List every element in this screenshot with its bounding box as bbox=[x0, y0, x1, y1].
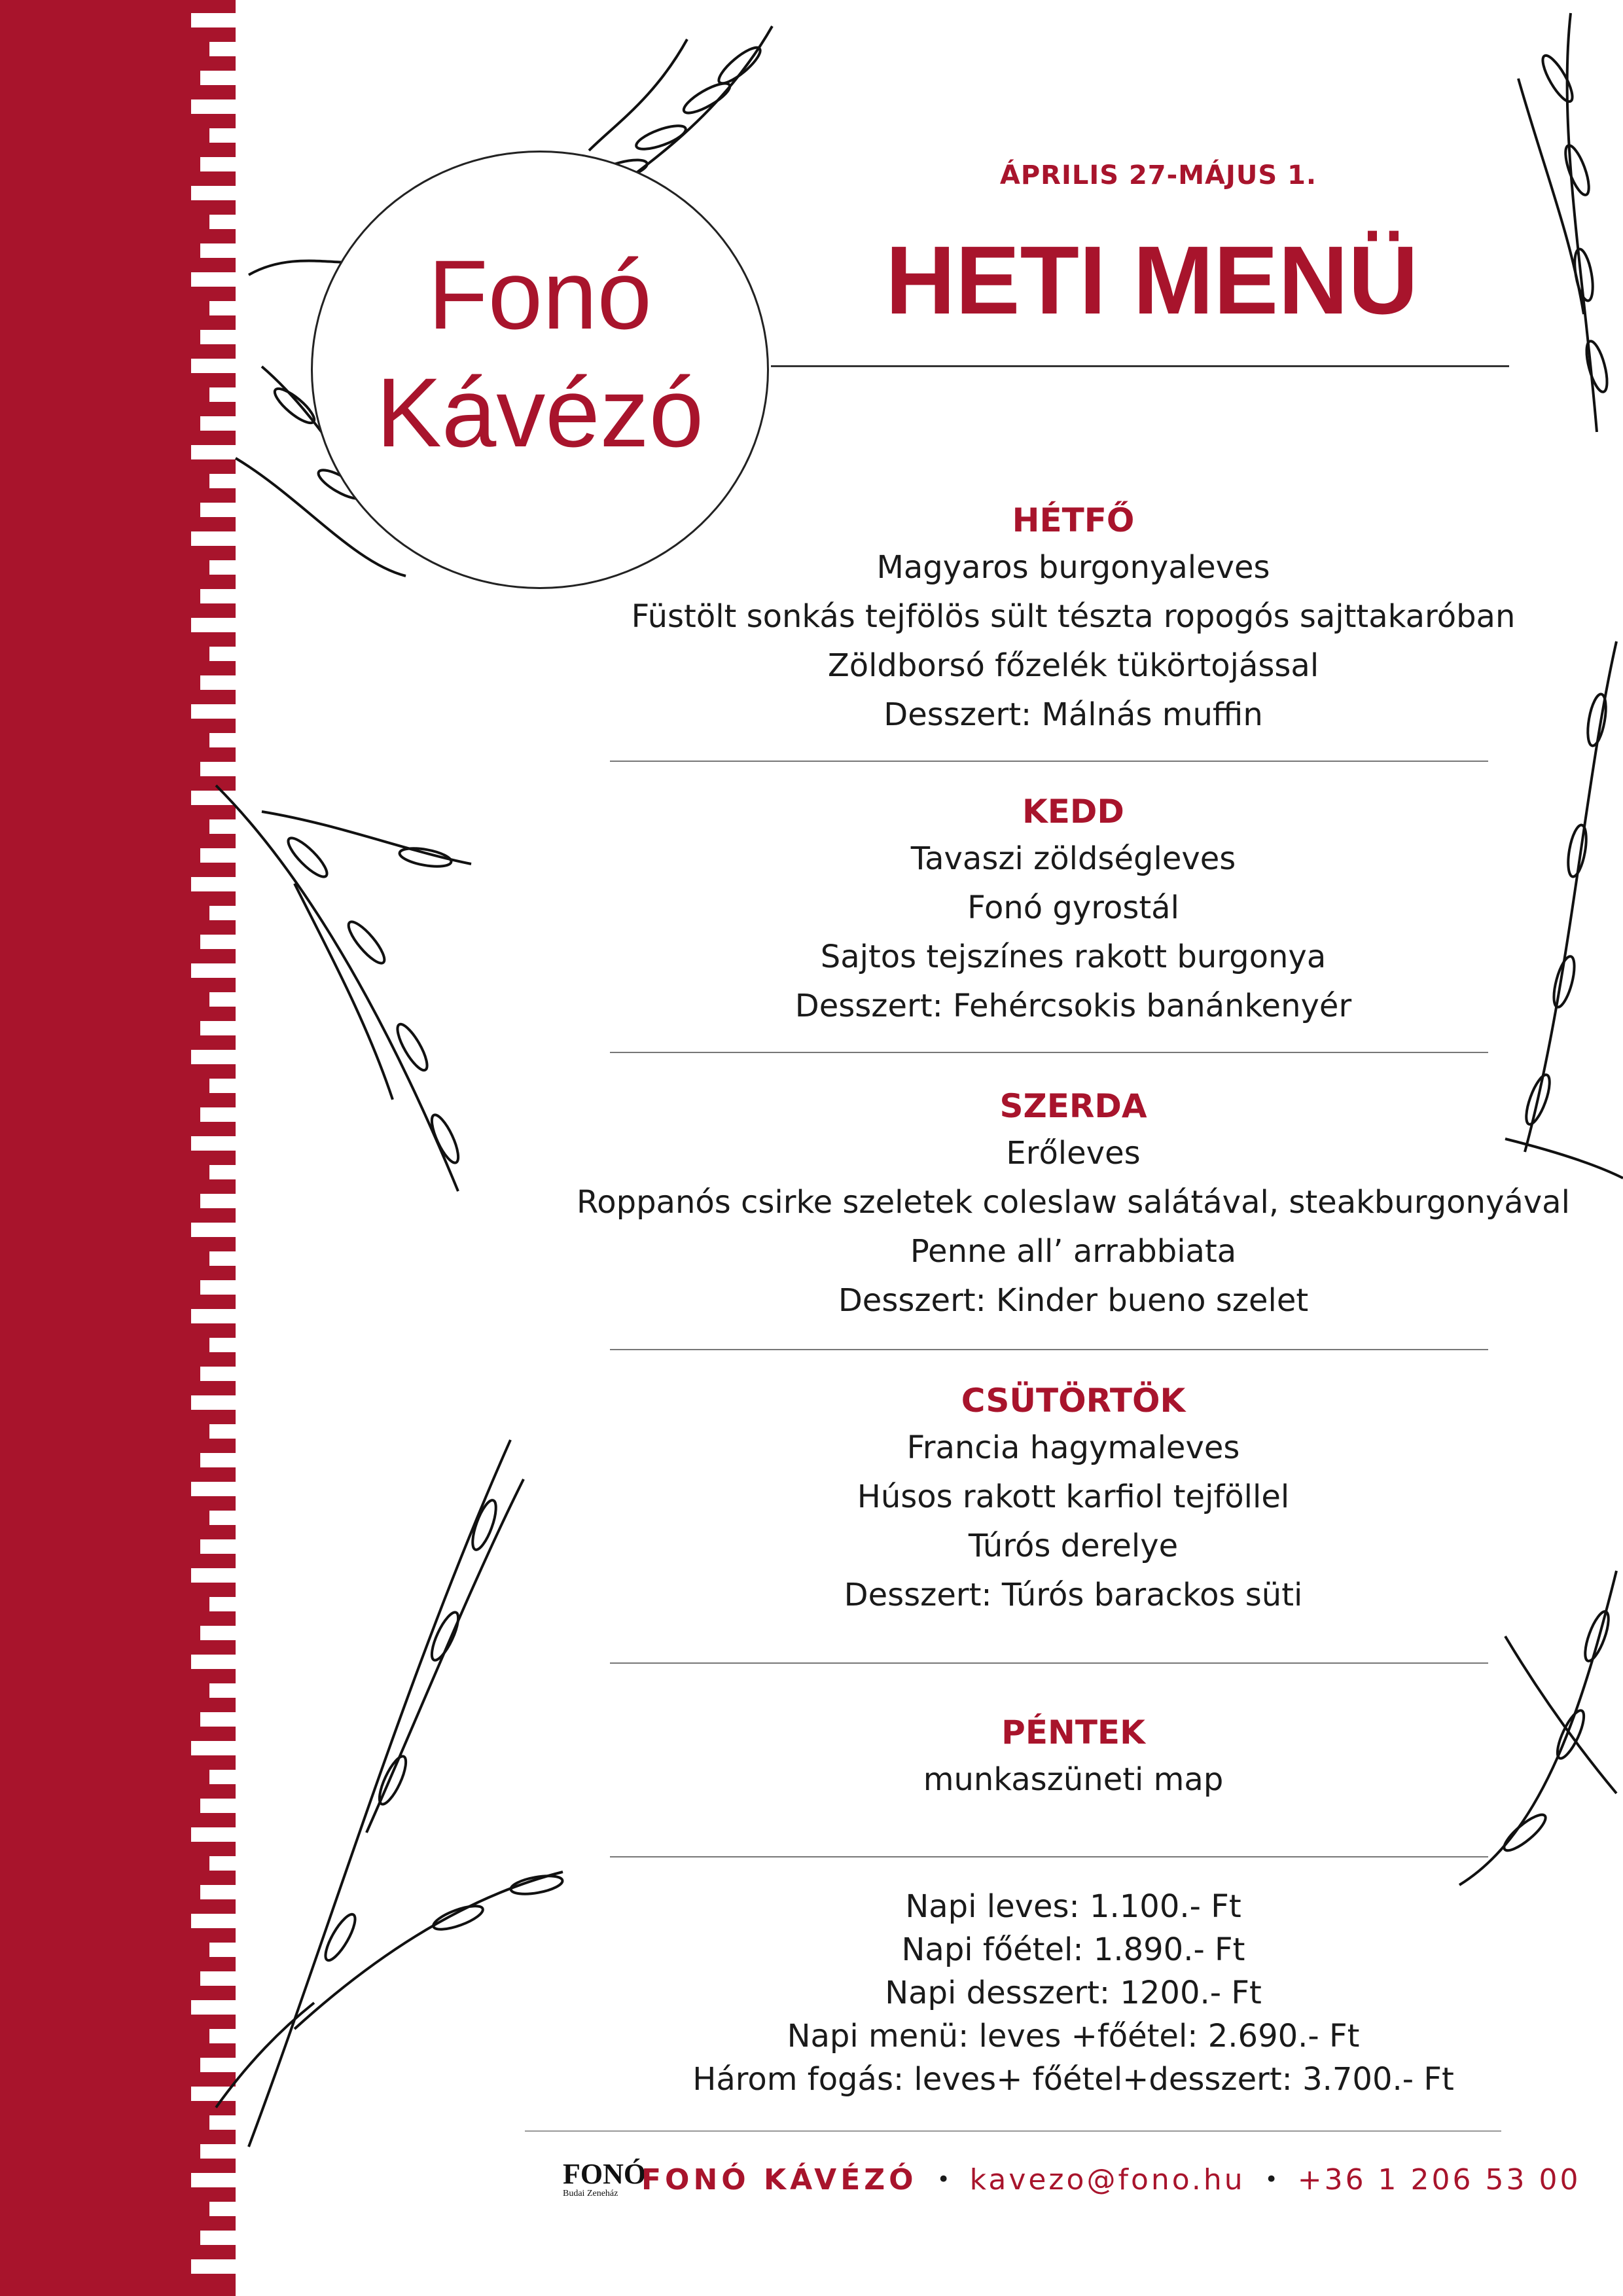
price-item: Napi főétel: 1.890.- Ft bbox=[901, 1931, 1245, 1968]
day-name: SZERDA bbox=[999, 1087, 1147, 1125]
footer-cafe-name: FONÓ KÁVÉZÓ bbox=[641, 2162, 918, 2197]
footer-email-link[interactable]: kavezo@fono.hu bbox=[969, 2162, 1245, 2197]
price-item: Három fogás: leves+ főétel+desszert: 3.700.- Ft bbox=[692, 2061, 1454, 2098]
dish: Tavaszi zöldségleves bbox=[910, 840, 1236, 877]
dish: Desszert: Kinder bueno szelet bbox=[838, 1282, 1309, 1319]
footer-phone[interactable]: +36 1 206 53 00 bbox=[1297, 2162, 1581, 2197]
fono-logo-icon bbox=[563, 2158, 647, 2199]
price-item: Napi menü: leves +főétel: 2.690.- Ft bbox=[787, 2018, 1360, 2054]
day-name: HÉTFŐ bbox=[1012, 501, 1135, 539]
section-divider bbox=[610, 1052, 1488, 1053]
day-name: PÉNTEK bbox=[1001, 1713, 1145, 1751]
footer-separator: • bbox=[936, 2166, 950, 2193]
price-item: Napi leves: 1.100.- Ft bbox=[905, 1888, 1241, 1925]
section-divider bbox=[610, 761, 1488, 762]
plant-sprig-icon bbox=[1518, 13, 1611, 432]
day-name: KEDD bbox=[1022, 793, 1124, 831]
day-wednesday bbox=[510, 1083, 1623, 1325]
page-title: HETI MENÜ bbox=[885, 226, 1418, 334]
dish: Fonó gyrostál bbox=[967, 889, 1179, 926]
date-range: ÁPRILIS 27-MÁJUS 1. bbox=[999, 160, 1317, 190]
dish: Desszert: Fehércsokis banánkenyér bbox=[794, 988, 1352, 1024]
day-friday bbox=[510, 1710, 1623, 1804]
dish: Erőleves bbox=[1006, 1135, 1141, 1172]
dish: Roppanós csirke szeletek coleslaw salátával, steakburgonyával bbox=[577, 1184, 1570, 1221]
plant-sprig-icon bbox=[216, 785, 471, 1191]
dish: munkaszüneti map bbox=[923, 1761, 1224, 1798]
dish: Zöldborsó főzelék tükörtojással bbox=[827, 647, 1319, 684]
dish: Füstölt sonkás tejfölös sült tészta ropogós sajttakaróban bbox=[631, 598, 1516, 635]
footer-separator: • bbox=[1264, 2166, 1278, 2193]
dish: Penne all’ arrabbiata bbox=[910, 1233, 1237, 1270]
dish: Túrós derelye bbox=[968, 1528, 1179, 1564]
day-thursday bbox=[510, 1378, 1623, 1620]
dish: Desszert: Túrós barackos süti bbox=[844, 1577, 1303, 1613]
logo-line-1: Fonó bbox=[428, 240, 652, 350]
dish: Magyaros burgonyaleves bbox=[876, 549, 1270, 586]
fono-logo-subtitle: Budai Zeneház bbox=[563, 2189, 618, 2198]
fono-logo-text: FONÓ bbox=[563, 2158, 647, 2190]
title-divider bbox=[771, 365, 1509, 367]
dish: Húsos rakott karfiol tejföllel bbox=[857, 1479, 1290, 1515]
dish: Sajtos tejszínes rakott burgonya bbox=[820, 939, 1327, 975]
dish: Francia hagymaleves bbox=[906, 1429, 1240, 1466]
section-divider bbox=[610, 1349, 1488, 1350]
logo-line-2: Kávézó bbox=[376, 357, 704, 467]
section-divider bbox=[610, 1856, 1488, 1857]
day-monday bbox=[510, 497, 1623, 740]
price-item: Napi desszert: 1200.- Ft bbox=[885, 1975, 1262, 2011]
footer bbox=[563, 2153, 1580, 2206]
footer-divider bbox=[525, 2130, 1501, 2132]
day-tuesday bbox=[510, 789, 1623, 1031]
section-divider bbox=[610, 1662, 1488, 1664]
day-name: CSÜTÖRTÖK bbox=[961, 1382, 1186, 1420]
dish: Desszert: Málnás muffin bbox=[883, 696, 1263, 733]
price-list bbox=[510, 1885, 1623, 2101]
